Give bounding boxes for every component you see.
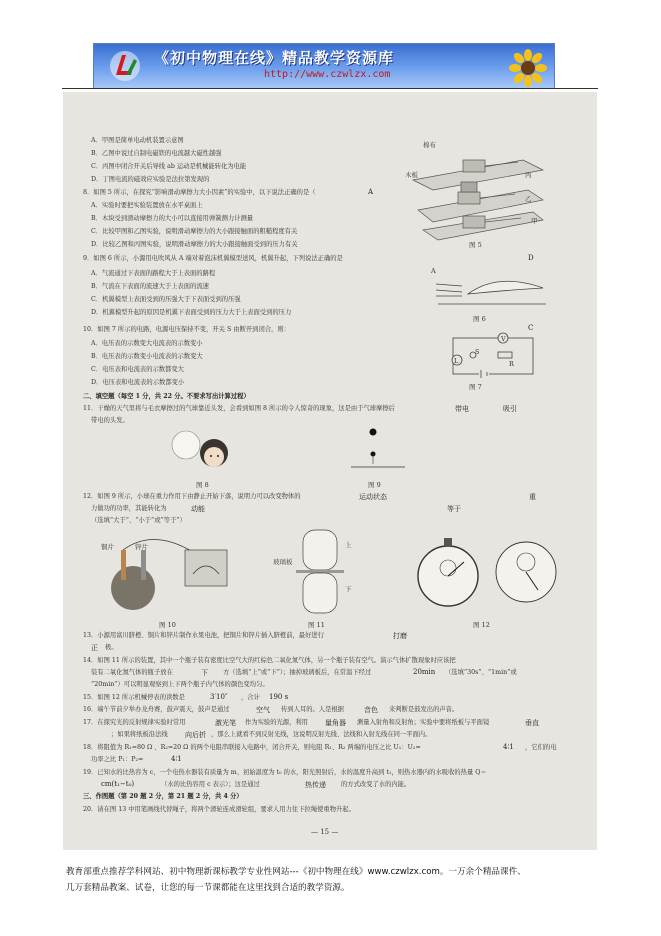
fig5-label-mubian: 木板 bbox=[405, 171, 418, 179]
q17-answer-4: 向后折 bbox=[185, 731, 206, 739]
q18-stem-cont-2: 功率之比 P₁：P₂= bbox=[91, 756, 144, 763]
q15-answer-2: 190 s bbox=[269, 693, 289, 701]
q16-answer-1: 空气 bbox=[256, 706, 270, 714]
q14-stem: 14．如图 11 所示的装置，其中一个瓶子装有密度比空气大的红棕色二氧化氮气体，另一个瓶子装有空气。演示气体扩散现象时应该把 bbox=[83, 657, 456, 664]
fig12-caption: 图 12 bbox=[473, 621, 490, 629]
q9-option-d: D．机翼模型升起的原因是机翼下表面受到的压力大于上表面受到的压力 bbox=[91, 309, 292, 316]
q12-stem-cont: 力做功的功率，其能转化为 bbox=[91, 505, 167, 512]
q17-answer-2: 量角器 bbox=[325, 719, 346, 727]
fig7-label-v: V bbox=[501, 335, 506, 343]
q14-answer-1: 下 bbox=[201, 669, 208, 677]
banner-url[interactable]: http://www.czwlzx.com bbox=[264, 69, 391, 80]
fig7-label-s: S bbox=[475, 348, 480, 356]
q15-answer-1: 3′10″ bbox=[210, 693, 228, 701]
q14-answer-2: 20min bbox=[413, 668, 436, 676]
q16-stem-cont: 传到人耳的。人是根据 bbox=[281, 706, 344, 713]
fig7-label-l: L bbox=[454, 357, 459, 365]
fig5-label-bing: 丙 bbox=[525, 171, 532, 179]
fig5-label-yi: 乙 bbox=[525, 195, 532, 203]
figure-11-gas-diffusion bbox=[268, 528, 368, 618]
czwlzx-logo-icon bbox=[108, 49, 142, 83]
q18-stem-cont: ，它们的电 bbox=[525, 744, 557, 751]
q18-answer-2: 4∶1 bbox=[171, 755, 182, 763]
q14-stem-cont-4: “20min”）可以明显观察到上下两个瓶子内气体的颜色变均匀。 bbox=[91, 681, 269, 688]
q19-stem: 19．已知水的比热容为 c，一个电热水器装有质量为 m、初始温度为 t₀ 的水，阳光照射后，水的温度升高到 t₁，则热水器内的水吸收的热量 Q＝ bbox=[83, 769, 487, 776]
q9-answer: D bbox=[528, 254, 534, 262]
q15-stem: 15．如图 12 所示机械停表的读数是 bbox=[83, 694, 185, 701]
q8-stem: 8．如图 5 所示，在探究“影响滑动摩擦力大小因素”的实验中，以下说法正确的是（ bbox=[83, 189, 316, 196]
q12-stem: 12．如图 9 所示，小球在重力作用下由静止开始下落，说明力可以改变物体的 bbox=[83, 493, 301, 500]
q17-answer-3: 垂直 bbox=[525, 719, 539, 727]
figure-6-wing bbox=[428, 262, 548, 310]
section-3-title: 三、作图题（第 20 题 2 分，第 21 题 2 分，共 4 分） bbox=[83, 793, 243, 800]
q12-stem-cont-2: （选填“大于”、“小于”或“等于”） bbox=[91, 517, 186, 524]
q20-stem: 20．请在图 13 中用笔画线代替绳子，将两个滑轮连成滑轮组，要求人用力往下拉绳使重物升起。 bbox=[83, 806, 355, 813]
q11-answer-2: 吸引 bbox=[503, 405, 517, 413]
fig5-label-mianbu: 棉布 bbox=[423, 141, 436, 149]
q10-option-b: B．电压表的示数变小电流表的示数变大 bbox=[91, 353, 203, 360]
q7-option-c: C．丙图中闭合开关后导线 ab 运动是机械能转化为电能 bbox=[91, 163, 247, 170]
figure-8-balloon-hair bbox=[168, 427, 238, 477]
q8-option-a: A．实验时要把实验装置放在水平桌面上 bbox=[91, 202, 203, 209]
q8-option-c: C．比较甲图和乙图实验，说明滑动摩擦力的大小跟接触面的粗糙程度有关 bbox=[91, 228, 298, 235]
fig7-caption: 图 7 bbox=[469, 383, 482, 391]
q11-answer-1: 带电 bbox=[455, 405, 469, 413]
fig10-caption: 图 10 bbox=[159, 621, 176, 629]
q10-stem: 10．如图 7 所示的电路，电源电压保持不变，开关 S 由断开到闭合，则： bbox=[83, 326, 290, 333]
q14-stem-cont-2: 方（选填“上”或“下”）；抽掉玻璃板后，在常温下经过 bbox=[223, 669, 372, 676]
figure-12-stopwatch bbox=[408, 532, 568, 612]
header-rule bbox=[62, 88, 598, 89]
q17-stem-cont-3: ；如果将纸板沿法线 bbox=[111, 731, 168, 738]
figure-9-falling-ball bbox=[343, 427, 413, 472]
fig5-caption: 图 5 bbox=[469, 241, 482, 249]
section-2-title: 二、填空题（每空 1 分，共 22 分。不要求写出计算过程） bbox=[83, 393, 250, 400]
footer bbox=[66, 864, 606, 896]
q13-stem-cont: 极。 bbox=[105, 644, 118, 651]
fig11-label-up: 上 bbox=[345, 541, 352, 549]
q12-answer-4: 等于 bbox=[447, 505, 461, 513]
fig9-caption: 图 9 bbox=[368, 481, 381, 489]
q14-stem-cont: 装有二氧化氮气体的瓶子放在 bbox=[91, 669, 173, 676]
q17-stem: 17．在探究光的反射规律实验时常用 bbox=[83, 719, 186, 726]
fig10-label-copper: 铜片 bbox=[101, 543, 114, 551]
q19-answer-1: cm(t₁−t₀) bbox=[101, 780, 135, 788]
q10-option-c: C．电压表和电流表的示数都变大 bbox=[91, 366, 184, 373]
page-number: — 15 — bbox=[311, 828, 339, 836]
footer-line-1: 教育部重点推荐学科网站、初中物理新课标教学专业性网站---《初中物理在线》www.czwlzx.com。一万余个精品课件、 bbox=[66, 867, 526, 877]
q11-stem-cont: 带电的头发。 bbox=[91, 417, 129, 424]
sunflower-icon bbox=[506, 48, 550, 88]
q9-option-a: A．气流通过下表面的路程大于上表面的路程 bbox=[91, 270, 216, 277]
q19-answer-2: 热传递 bbox=[305, 781, 326, 789]
q11-stem: 11．干燥的天气里将与毛衣摩擦过的气球靠近头发，会看到如图 8 所示的令人惊奇的现象，这是由于气球摩擦后 bbox=[83, 405, 395, 412]
q16-stem: 16．端午节前夕举办龙舟赛，鼓声震天，鼓声是通过 bbox=[83, 706, 230, 713]
q10-option-a: A．电压表的示数变大电流表的示数变小 bbox=[91, 340, 203, 347]
fig6-caption: 图 6 bbox=[473, 315, 486, 323]
fig5-label-jia: 甲 bbox=[531, 217, 538, 225]
q8-option-d: D．比较乙图和丙图实验，说明滑动摩擦力的大小跟接触面受到的压力有关 bbox=[91, 241, 298, 248]
figure-10-fruit-battery bbox=[93, 530, 243, 615]
q15-stem-cont: ，合计 bbox=[241, 694, 260, 701]
q8-answer: A bbox=[368, 188, 374, 196]
q16-answer-2: 音色 bbox=[364, 706, 378, 714]
q12-answer-3: 动能 bbox=[191, 505, 205, 513]
q9-stem: 9．如图 6 所示，小源用电吹风从 A 端对着泡沫机翼模型送风，机翼升起，下列说法正确的是 bbox=[83, 255, 343, 262]
fig10-label-zinc: 锌片 bbox=[135, 543, 148, 551]
q12-answer-2: 重 bbox=[529, 493, 536, 501]
q14-stem-cont-3: （选填“30s”、“1min”或 bbox=[445, 669, 517, 676]
q10-option-d: D．电压表和电流表的示数都变小 bbox=[91, 379, 185, 386]
fig6-label-a: A bbox=[431, 267, 436, 275]
q8-option-b: B．木块受到滑动摩擦力的大小可以直接用弹簧测力计测量 bbox=[91, 215, 254, 222]
site-banner bbox=[93, 43, 555, 89]
q18-stem: 18．将阻值为 R₁=80 Ω 、R₂=20 Ω 的两个电阻串联接入电路中，闭合开关，则电阻 R₁、R₂ 两端的电压之比 U₁：U₂= bbox=[83, 744, 421, 751]
q9-option-b: B．气流在下表面的流速大于上表面的流速 bbox=[91, 283, 209, 290]
q17-stem-cont-4: ，那么上就看不到反射光线，这说明反射光线、法线和入射光线在同一平面内。 bbox=[211, 731, 432, 738]
banner-title: 《初中物理在线》精品教学资源库 bbox=[154, 49, 395, 67]
q13-stem: 13．小源用富川脐橙、铜片和锌片制作水果电池，把铜片和锌片插入脐橙前，最好进行 bbox=[83, 632, 324, 639]
q7-option-d: D．丁图电流的磁效应实验是法拉第发现的 bbox=[91, 176, 210, 183]
q10-answer: C bbox=[528, 324, 534, 332]
q13-answer-2: 正 bbox=[91, 644, 98, 652]
q7-option-a: A．甲图是简单电动机装置示意图 bbox=[91, 137, 184, 144]
fig7-label-r: R bbox=[509, 360, 514, 368]
q17-stem-cont: 作为实验的光源，利用 bbox=[245, 719, 308, 726]
q13-answer-1: 打磨 bbox=[393, 632, 407, 640]
q19-stem-cont-2: 的方式改变了水的内能。 bbox=[341, 781, 411, 788]
fig11-label-down: 下 bbox=[345, 585, 352, 593]
q18-answer-1: 4∶1 bbox=[503, 743, 514, 751]
fig11-label-glass: 玻璃板 bbox=[273, 558, 293, 566]
fig11-caption: 图 11 bbox=[308, 621, 325, 629]
q17-answer-1: 激光笔 bbox=[215, 719, 236, 727]
q16-stem-cont-2: 来判断是鼓发出的声音。 bbox=[389, 706, 459, 713]
q12-answer-1: 运动状态 bbox=[359, 493, 387, 501]
q7-option-b: B．乙图中说过自制电磁铁的电流越大磁性越强 bbox=[91, 150, 222, 157]
q17-stem-cont-2: 测量入射角和反射角；实验中要将纸板与平面镜 bbox=[357, 719, 490, 726]
fig8-caption: 图 8 bbox=[196, 481, 209, 489]
q19-stem-cont: （水的比热容用 c 表示）；这是通过 bbox=[161, 781, 260, 788]
q9-option-c: C．机翼模型上表面受到的压强大于下表面受到的压强 bbox=[91, 296, 241, 303]
scanned-exam-page bbox=[63, 92, 597, 850]
footer-line-2: 几万套精品教案、试卷，让您的每一节课都能在这里找到合适的教学资源。 bbox=[66, 883, 350, 893]
